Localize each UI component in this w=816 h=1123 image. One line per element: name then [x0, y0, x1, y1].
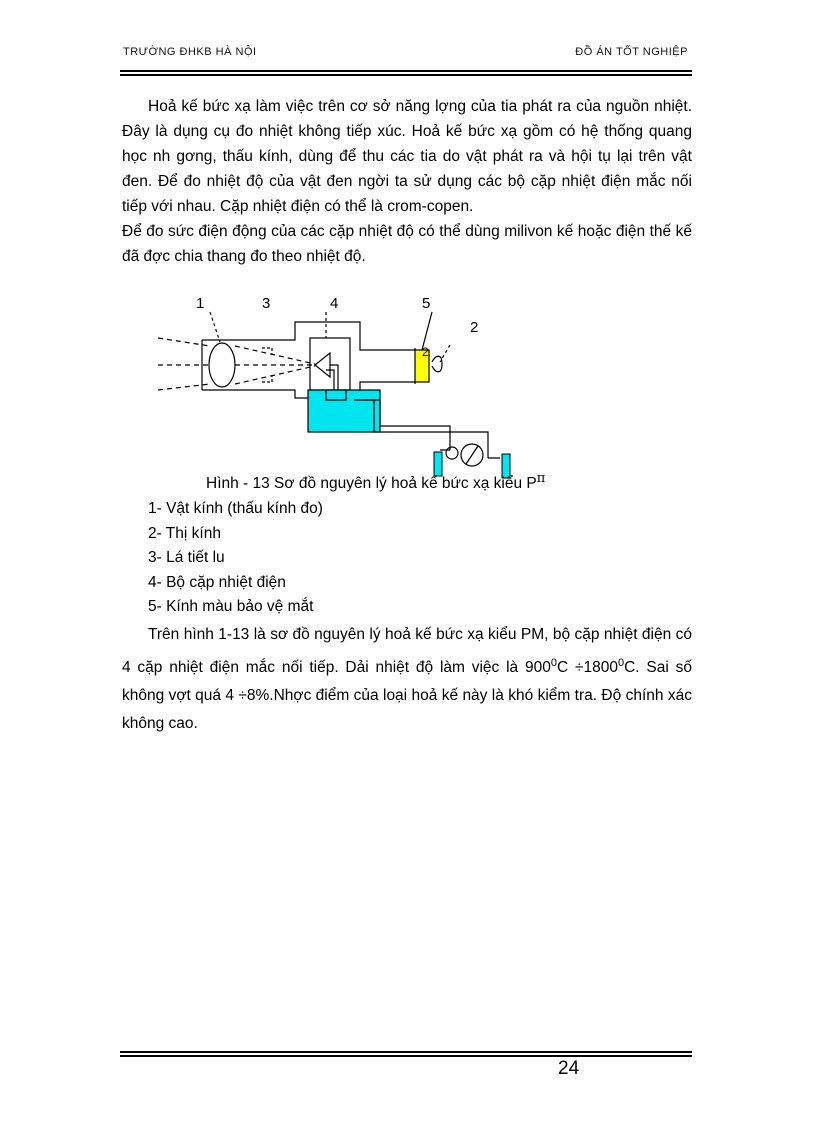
- label-5: 5: [422, 295, 431, 312]
- legend-list: [148, 497, 323, 620]
- list-item: 1- Vật kính (thấu kính đo): [148, 500, 323, 517]
- pyrometer-diagram: [150, 290, 670, 493]
- caption-symbol: π: [536, 471, 546, 486]
- list-item: 4- Bộ cặp nhiệt điện: [148, 573, 286, 591]
- degree-2: 0: [617, 657, 625, 669]
- temp-max: C ÷1800: [556, 659, 618, 677]
- wire-1: [354, 400, 488, 458]
- header-right: ĐỒ ÁN TỐT NGHIỆP: [575, 46, 688, 58]
- figure-caption: [206, 471, 545, 493]
- intro-text: [122, 94, 692, 269]
- caption-text: Hình - 13 Sơ đồ nguyên lý hoả kế bức xạ kiểu P: [206, 475, 537, 493]
- galvanometer-icon: [446, 447, 458, 459]
- page-number: 24: [558, 1058, 580, 1079]
- eye-icon: [432, 356, 442, 372]
- paragraph-3-rest: C. Sai số không vợt quá 4 ÷8%.Nhợc điểm của loại hoả kế này là khó kiểm tra. Độ chính xác không cao.: [122, 659, 692, 733]
- cyan-connector: [326, 390, 346, 400]
- paragraph-2: Để đo sức điện động của các cặp nhiệt độ có thể dùng milivon kế hoặc điện thế kế đã đợc chia thang đo theo nhiệt độ.: [122, 223, 692, 265]
- header-rule: [120, 70, 692, 78]
- label-2: 2: [470, 319, 479, 336]
- footer-rule: [120, 1051, 692, 1059]
- svg-text:2: 2: [422, 345, 429, 359]
- list-item: 2- Thị kính: [148, 524, 221, 542]
- paragraph-3-line1: Trên hình 1-13 là sơ đồ nguyên lý hoả kế bức xạ kiểu PM, bộ cặp nhiệt điện có 4 cặp nhiệt điện mắc nối tiếp. Dải nhiệt độ làm việc là: [122, 626, 692, 677]
- label-1: 1: [196, 295, 205, 312]
- paragraph-3: [122, 621, 692, 738]
- degree-1: 0: [550, 657, 557, 669]
- header-left: TRƯỜNG ĐHKB HÀ NỘI: [123, 46, 257, 58]
- label-3: 3: [262, 295, 271, 312]
- thermopile-element: [315, 353, 330, 377]
- objective-lens: [209, 343, 235, 387]
- description-text: [122, 621, 692, 738]
- label-4: 4: [330, 295, 339, 312]
- list-item: 5- Kính màu bảo vệ mắt: [148, 598, 314, 615]
- list-item: 3- Lá tiết lu: [148, 549, 225, 566]
- temp-min: 900: [524, 659, 551, 677]
- paragraph-1: Hoả kế bức xạ làm việc trên cơ sở năng lợng của tia phát ra của nguồn nhiệt. Đây là dụng cụ đo nhiệt không tiếp xúc. Hoả kế bức xạ gồm có hệ thống quang học nh gơng, thấu kính, dùng để thu các tia do vật phát ra và hội tụ lại trên vật đen. Để đo nhiệt độ của vật đen ngời ta sử dụng các bộ cặp nhiệt điện mắc nối tiếp với nhau. Cặp nhiệt điện có thể là crom-copen.: [122, 98, 692, 215]
- tube-body: [202, 322, 415, 398]
